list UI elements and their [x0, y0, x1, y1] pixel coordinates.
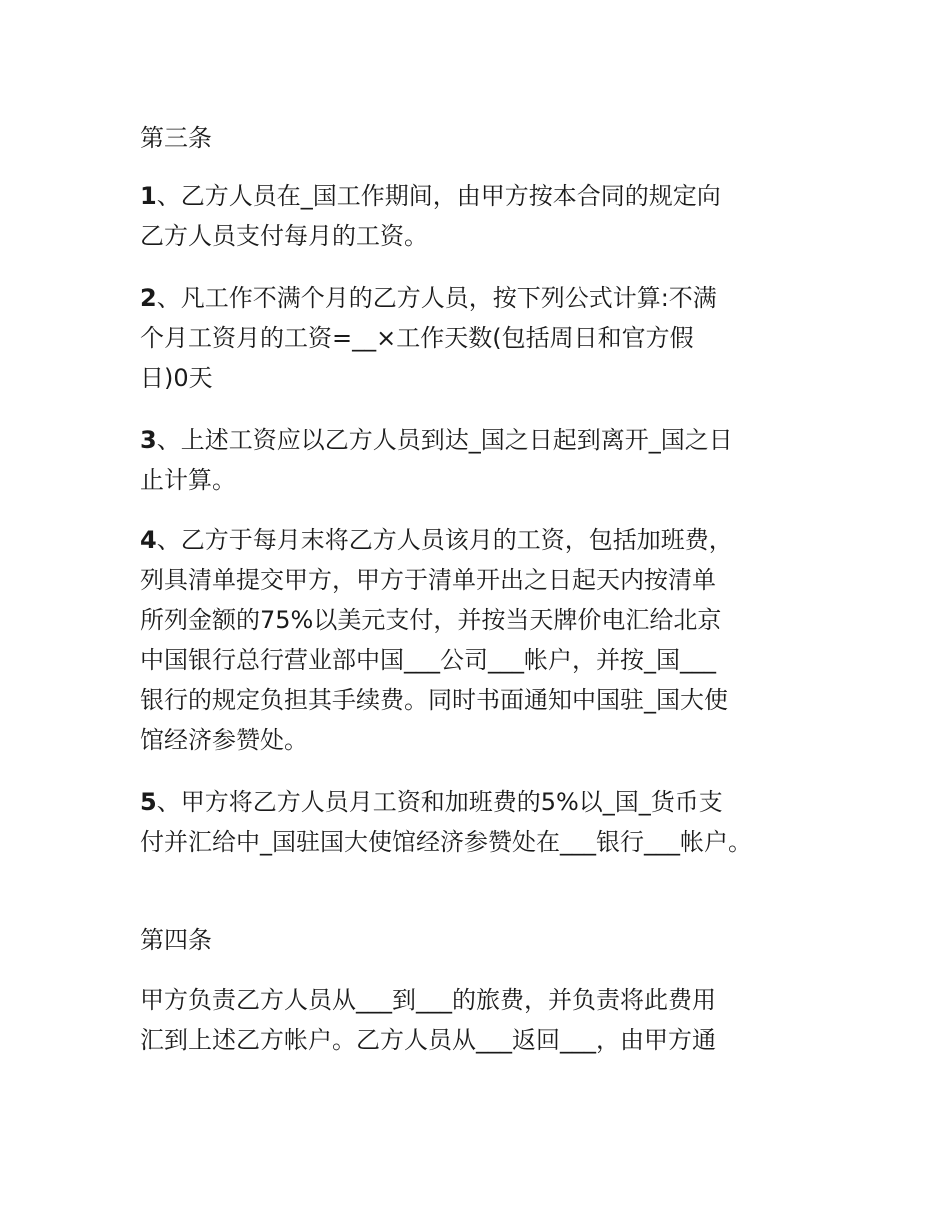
item-line: 列具清单提交甲方，甲方于清单开出之日起天内按清单: [140, 566, 716, 594]
article-3-item-1: [140, 176, 830, 256]
item-line: 银行的规定负担其手续费。同时书面通知中国驻_国大使: [140, 686, 728, 714]
item-line: [140, 176, 830, 216]
item-number: 2: [140, 284, 157, 312]
item-line: 乙方人员支付每月的工资。: [140, 222, 428, 250]
body-line: 甲方负责乙方人员从___到___的旅费，并负责将此费用: [140, 986, 716, 1014]
article-3-item-5: [140, 782, 830, 862]
item-line: 止计算。: [140, 466, 236, 494]
body-line: 汇到上述乙方帐户。乙方人员从___返回___，由甲方通: [140, 1026, 716, 1054]
item-line: 付并汇给中_国驻国大使馆经济参赞处在___银行___帐户。: [140, 828, 752, 856]
item-line: 所列金额的75%以美元支付，并按当天牌价电汇给北京: [140, 606, 722, 634]
item-text: 、乙方于每月末将乙方人员该月的工资，包括加班费，: [156, 526, 733, 554]
item-number: 1: [140, 182, 157, 210]
article-4-body: [140, 980, 830, 1060]
item-line: [140, 520, 830, 560]
item-number: 4: [140, 526, 157, 554]
item-line: 个月工资月的工资=__×工作天数(包括周日和官方假: [140, 324, 694, 352]
article-4-heading: 第四条: [140, 926, 212, 954]
item-line: [140, 278, 830, 318]
article-3-item-4: [140, 520, 830, 760]
item-text: 、上述工资应以乙方人员到达_国之日起到离开_国之日: [156, 426, 733, 454]
item-line: 馆经济参赞处。: [140, 726, 308, 754]
item-number: 3: [140, 426, 157, 454]
item-text: 、乙方人员在_国工作期间，由甲方按本合同的规定向: [156, 182, 721, 210]
item-number: 5: [140, 788, 157, 816]
item-text: 、凡工作不满个月的乙方人员，按下列公式计算:不满: [156, 284, 717, 312]
item-text: 、甲方将乙方人员月工资和加班费的5%以_国_货币支: [156, 788, 723, 816]
article-3-item-2: [140, 278, 830, 398]
article-3-heading: 第三条: [140, 124, 212, 152]
item-line: [140, 420, 830, 460]
item-line: 日)0天: [140, 364, 213, 392]
article-3-item-3: [140, 420, 830, 500]
item-line: [140, 782, 830, 822]
item-line: 中国银行总行营业部中国___公司___帐户，并按_国___: [140, 646, 716, 674]
